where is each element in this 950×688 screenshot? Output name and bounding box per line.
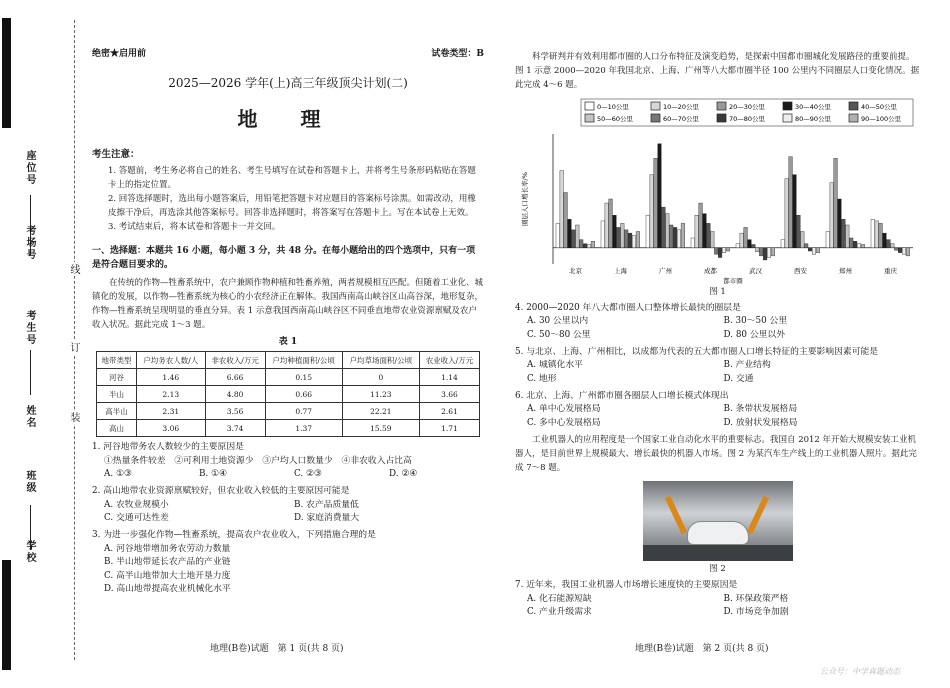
bar bbox=[906, 248, 910, 256]
option-d[interactable]: D. 市场竞争加剧 bbox=[723, 607, 789, 618]
options bbox=[515, 593, 920, 620]
exam-title: 2025—2026 学年(上)高三年级顶尖计划(二) bbox=[168, 75, 408, 90]
legend-swatch bbox=[717, 114, 726, 122]
legend-label: 90—100公里 bbox=[861, 115, 902, 124]
notice-item: 3. 考试结束后，将本试卷和答题卡一并交回。 bbox=[108, 221, 281, 232]
option-d[interactable]: D. 放射状发展格局 bbox=[723, 417, 798, 428]
bar bbox=[887, 240, 891, 248]
robot-arm-left bbox=[664, 496, 686, 535]
bar bbox=[744, 227, 748, 247]
bar bbox=[781, 240, 785, 248]
bar bbox=[722, 248, 726, 253]
bar bbox=[861, 245, 865, 248]
label-class: 班级 bbox=[24, 470, 35, 494]
option-b[interactable]: B. 产业结构 bbox=[723, 360, 771, 371]
table-header: 户均草场面积/公顷 bbox=[342, 352, 419, 369]
question-stem: 1. 河谷地带务农人数较少的主要原因是 bbox=[92, 442, 244, 453]
table-cell: 1.71 bbox=[419, 420, 479, 437]
bar bbox=[894, 248, 898, 250]
bar bbox=[857, 244, 861, 248]
table-row bbox=[97, 403, 480, 420]
bar bbox=[846, 225, 850, 248]
bar bbox=[748, 240, 752, 248]
legend-label: 20—30公里 bbox=[729, 103, 766, 112]
bar bbox=[714, 248, 718, 255]
table-cell: 高山 bbox=[97, 420, 137, 437]
question-stem: 4. 2000—2020 年八大都市圈人口整体增长最快的圈层是 bbox=[515, 302, 741, 313]
figure-1-caption: 图 1 bbox=[709, 287, 726, 298]
table-cell: 高半山 bbox=[97, 403, 137, 420]
bar bbox=[726, 248, 730, 251]
legend-label: 50—60公里 bbox=[597, 115, 634, 124]
bar bbox=[740, 233, 744, 248]
table-cell: 0 bbox=[342, 369, 419, 386]
bar bbox=[632, 236, 636, 248]
legend-label: 30—40公里 bbox=[795, 103, 832, 112]
bar bbox=[624, 230, 628, 248]
x-tick-label: 武汉 bbox=[749, 267, 762, 276]
bar bbox=[871, 219, 875, 247]
bar bbox=[752, 245, 756, 248]
question-6 bbox=[515, 390, 920, 431]
option-c[interactable]: C. 交通可达性差 bbox=[104, 513, 169, 524]
binding-bar-top bbox=[2, 18, 11, 128]
table-row bbox=[97, 369, 480, 386]
option-c[interactable]: C. ②③ bbox=[294, 469, 322, 480]
bar bbox=[812, 248, 816, 255]
option-d[interactable]: D. ②④ bbox=[389, 469, 418, 480]
question-7 bbox=[515, 579, 920, 620]
option-d[interactable]: D. 家庭消费量大 bbox=[294, 513, 360, 524]
bar-chart bbox=[515, 98, 920, 284]
table-cell: 2.13 bbox=[136, 386, 205, 403]
bar bbox=[808, 248, 812, 251]
bar bbox=[711, 232, 715, 248]
legend-swatch bbox=[717, 102, 726, 110]
bar bbox=[556, 223, 560, 247]
label-exam-room: 考场号 bbox=[24, 225, 35, 261]
option-a[interactable]: A. 化石能源短缺 bbox=[527, 593, 592, 604]
question-stem: 7. 近年来，我国工业机器人市场增长速度快的主要原因是 bbox=[515, 580, 738, 591]
option-c[interactable]: C. 50～80 公里 bbox=[527, 330, 591, 341]
option-b[interactable]: B. ①④ bbox=[199, 469, 227, 480]
x-tick-label: 成都 bbox=[704, 267, 717, 276]
option-b[interactable]: B. 条带状发展格局 bbox=[723, 404, 798, 415]
bar bbox=[883, 233, 887, 248]
table-row bbox=[97, 420, 480, 437]
bar bbox=[658, 144, 662, 248]
table-cell: 河谷 bbox=[97, 369, 137, 386]
table-cell: 3.56 bbox=[205, 403, 265, 420]
option-d[interactable]: D. 交通 bbox=[723, 373, 754, 384]
label-name: 姓名 bbox=[24, 405, 35, 429]
table-cell: 1.14 bbox=[419, 369, 479, 386]
legend-label: 80—90公里 bbox=[795, 115, 832, 124]
label-seat-no: 座位号 bbox=[24, 150, 35, 186]
top-line bbox=[92, 48, 484, 62]
cut-mark-xian: 线 bbox=[68, 264, 79, 274]
passage-intro: 在传统的作物—牲畜系统中，农户兼顾作物种植和牲畜养殖，两者规模相互匹配。但随着工业化、城镇化的发展，以作物—牲畜系统为核心的小农经济正在解体。我国西南高山峡谷区山高谷深，地形复杂，作物—牲畜系统呈现明显的垂直分异。表 1 示意我国西南高山峡谷区不同垂直地带农业资源禀赋及农户收入状况。据此完成 1～3 题。 bbox=[92, 277, 484, 330]
legend-swatch bbox=[585, 102, 594, 110]
option-b[interactable]: B. 半山地带延长农产品的产业链 bbox=[104, 557, 231, 568]
table-cell: 22.21 bbox=[342, 403, 419, 420]
question-4 bbox=[515, 302, 920, 343]
question-stem: 3. 为进一步强化作物—牲畜系统，提高农户农业收入，下列措施合理的是 bbox=[92, 529, 376, 540]
legend-label: 40—50公里 bbox=[861, 103, 898, 112]
option-c[interactable]: C. 产业升级需求 bbox=[527, 607, 592, 618]
table-cell: 0.15 bbox=[265, 369, 342, 386]
student-no-line bbox=[30, 350, 31, 395]
bar bbox=[759, 248, 763, 256]
x-tick-label: 上海 bbox=[614, 267, 627, 276]
option-c[interactable]: C. 高半山地带加大土地开垦力度 bbox=[104, 570, 231, 581]
bar bbox=[591, 241, 595, 248]
option-a[interactable]: A. 农牧业规模小 bbox=[104, 499, 169, 510]
table-row bbox=[97, 386, 480, 403]
bar bbox=[669, 225, 673, 248]
table-header: 地带类型 bbox=[97, 352, 137, 369]
x-tick-label: 重庆 bbox=[884, 267, 897, 276]
left-column bbox=[92, 48, 484, 597]
bar bbox=[564, 193, 568, 248]
notice-item: 1. 答题前，考生务必将自己的姓名、考生号填写在试卷和答题卡上，并将考生号条形码粘贴在答题卡上的指定位置。 bbox=[108, 165, 476, 190]
option-b[interactable]: B. 农产品质量低 bbox=[294, 499, 359, 510]
footer-page-2: 地理(B卷)试题 第 2 页(共 8 页) bbox=[635, 644, 769, 654]
chart-figure-1 bbox=[515, 98, 920, 284]
bar bbox=[617, 227, 621, 247]
notice-title: 考生注意： bbox=[92, 148, 140, 160]
bar bbox=[785, 179, 789, 248]
watermark: 公众号：中学真题动态 bbox=[820, 667, 900, 676]
bar bbox=[560, 171, 564, 248]
table-cell: 1.37 bbox=[265, 420, 342, 437]
bar bbox=[771, 248, 775, 256]
bar bbox=[650, 175, 654, 248]
bar bbox=[568, 219, 572, 247]
bar bbox=[849, 238, 853, 248]
y-axis-label: 圈层人口增长率/% bbox=[521, 172, 529, 226]
bar bbox=[707, 223, 711, 247]
option-a[interactable]: A. 河谷地带增加务农劳动力数量 bbox=[104, 543, 231, 554]
right-column bbox=[515, 50, 920, 620]
section-heading: 一、选择题：本题共 16 小题，每小题 3 分，共 48 分。在每小题给出的四个选项中，只有一项是符合题目要求的。 bbox=[92, 245, 476, 271]
bar bbox=[662, 207, 666, 248]
legend-label: 10—20公里 bbox=[663, 103, 700, 112]
question-stem: 2. 高山地带农业资源禀赋较好，但农业收入较低的主要原因可能是 bbox=[92, 486, 350, 497]
bar bbox=[699, 203, 703, 248]
bar bbox=[695, 215, 699, 248]
bar bbox=[804, 244, 808, 248]
data-table bbox=[96, 351, 480, 437]
bar bbox=[842, 219, 846, 247]
option-c[interactable]: C. 多中心发展格局 bbox=[527, 417, 601, 428]
table-header: 农业收入/万元 bbox=[419, 352, 479, 369]
assembly-line bbox=[643, 545, 793, 561]
robot-arm-right bbox=[746, 496, 768, 535]
table-cell: 4.80 bbox=[205, 386, 265, 403]
question-1 bbox=[92, 441, 484, 482]
legend-swatch bbox=[849, 114, 858, 122]
bar bbox=[834, 158, 838, 247]
bar bbox=[830, 183, 834, 248]
table-cell: 2.31 bbox=[136, 403, 205, 420]
legend-swatch bbox=[783, 114, 792, 122]
notice-item: 2. 回答选择题时，选出每小题答案后，用铅笔把答题卡对应题目的答案标号涂黑。如需改动，用橡皮擦干净后，再选涂其他答案标号。回答非选择题时，将答案写在答题卡上。写在本试卷上无效。 bbox=[108, 193, 476, 218]
option-a[interactable]: A. 30 公里以内 bbox=[527, 316, 589, 327]
bar bbox=[902, 248, 906, 255]
bar bbox=[767, 248, 771, 258]
bar bbox=[736, 244, 740, 248]
question-2 bbox=[92, 485, 484, 526]
bar bbox=[572, 230, 576, 248]
x-axis-label: 都市圈 bbox=[723, 277, 743, 285]
notice-block bbox=[92, 148, 484, 234]
car-body bbox=[687, 521, 749, 545]
table-header-row bbox=[97, 352, 480, 369]
table-cell: 0.66 bbox=[265, 386, 342, 403]
binding-bar-bottom bbox=[2, 560, 11, 670]
bar bbox=[677, 230, 681, 248]
bar bbox=[891, 244, 895, 248]
legend-label: 0—10公里 bbox=[597, 103, 629, 112]
table-cell: 3.74 bbox=[205, 420, 265, 437]
bar bbox=[601, 221, 605, 248]
option-a[interactable]: A. 城镇化水平 bbox=[527, 360, 583, 371]
bar bbox=[797, 215, 801, 248]
secret-label: 绝密★启用前 bbox=[92, 49, 147, 59]
options bbox=[515, 403, 920, 430]
bar bbox=[666, 214, 670, 248]
option-d[interactable]: D. 80 公里以外 bbox=[723, 330, 786, 341]
bar bbox=[703, 214, 707, 248]
x-tick-label: 西安 bbox=[794, 267, 807, 276]
legend-swatch bbox=[585, 114, 594, 122]
label-school: 学校 bbox=[24, 540, 35, 564]
option-c[interactable]: C. 地形 bbox=[527, 373, 557, 384]
bar bbox=[826, 232, 830, 248]
bar bbox=[853, 241, 857, 248]
bar bbox=[816, 248, 820, 253]
legend-swatch bbox=[651, 102, 660, 110]
table-header: 户均务农人数/人 bbox=[136, 352, 205, 369]
label-student-no: 考生号 bbox=[24, 310, 35, 346]
table-cell: 15.59 bbox=[342, 420, 419, 437]
bar bbox=[793, 175, 797, 248]
bar bbox=[576, 225, 580, 248]
table-cell: 半山 bbox=[97, 386, 137, 403]
bar bbox=[646, 215, 650, 248]
bar bbox=[673, 227, 677, 247]
bar bbox=[801, 232, 805, 248]
table-header: 非农收入/万元 bbox=[205, 352, 265, 369]
table-cell: 3.06 bbox=[136, 420, 205, 437]
table-cell: 11.23 bbox=[342, 386, 419, 403]
legend-label: 70—80公里 bbox=[729, 115, 766, 124]
bar bbox=[691, 238, 695, 248]
options bbox=[92, 499, 484, 526]
legend-swatch bbox=[651, 114, 660, 122]
bar bbox=[763, 248, 767, 260]
figure-2-caption: 图 2 bbox=[709, 564, 726, 575]
options bbox=[92, 468, 484, 482]
table-cell: 0.77 bbox=[265, 403, 342, 420]
bar bbox=[898, 248, 902, 253]
question-statements: ①热量条件较差 ②可利用土地资源少 ③户均人口数量少 ④非农收入占比高 bbox=[104, 455, 412, 466]
passage-metro: 科学研判并有效利用都市圈的人口分布特征及演变趋势，是探索中国都市圈城化发展路径的重要前提。图 1 示意 2000—2020 年我国北京、上海、广州等八大都市圈半径 100 公里内不同圈层人口变化情况。据此完成 4～6 题。 bbox=[515, 52, 920, 91]
legend-swatch bbox=[783, 102, 792, 110]
binding-margin bbox=[0, 0, 90, 688]
bar bbox=[875, 221, 879, 248]
bar bbox=[583, 244, 587, 248]
x-tick-label: 郑州 bbox=[839, 267, 852, 276]
paper-type: 试卷类型：B bbox=[431, 49, 484, 59]
table-header: 户均种植面积/公顷 bbox=[265, 352, 342, 369]
bar bbox=[838, 199, 842, 248]
bar bbox=[654, 158, 658, 247]
bar bbox=[718, 248, 722, 258]
table-caption: 表 1 bbox=[278, 336, 298, 347]
table-cell: 2.61 bbox=[419, 403, 479, 420]
cut-mark-ding: 订 bbox=[68, 342, 79, 352]
robot-photo bbox=[643, 481, 793, 561]
option-a[interactable]: A. ①③ bbox=[104, 469, 132, 480]
x-tick-label: 北京 bbox=[569, 267, 582, 276]
options bbox=[92, 543, 484, 598]
table-cell: 1.46 bbox=[136, 369, 205, 386]
bar bbox=[609, 199, 613, 248]
bar bbox=[613, 215, 617, 248]
option-a[interactable]: A. 单中心发展格局 bbox=[527, 404, 601, 415]
table-cell: 3.66 bbox=[419, 386, 479, 403]
bar bbox=[605, 203, 609, 248]
bar bbox=[628, 233, 632, 248]
table-cell: 6.66 bbox=[205, 369, 265, 386]
question-stem: 6. 北京、上海、广州都市圈各圈层人口增长模式体现出 bbox=[515, 390, 729, 401]
bar bbox=[756, 248, 760, 252]
bar bbox=[621, 223, 625, 247]
options bbox=[515, 315, 920, 342]
legend-label: 60—70公里 bbox=[663, 115, 700, 124]
option-d[interactable]: D. 高山地带提高农业机械化水平 bbox=[104, 584, 231, 595]
question-5 bbox=[515, 346, 920, 387]
bar bbox=[579, 240, 583, 248]
legend-swatch bbox=[849, 102, 858, 110]
passage-robot: 工业机器人的应用程度是一个国家工业自动化水平的重要标志。我国自 2012 年开始大规模安装工业机器人，是目前世界上规模最大、增长最快的机器人市场。图 2 为某汽车生产线上的工业机器人照片。据此完成 7～8 题。 bbox=[515, 435, 917, 474]
bar bbox=[636, 232, 640, 248]
bar bbox=[789, 157, 793, 248]
subject-title: 地 理 bbox=[237, 106, 339, 131]
bar bbox=[587, 245, 591, 248]
option-b[interactable]: B. 30～50 公里 bbox=[723, 316, 788, 327]
question-3 bbox=[92, 529, 484, 597]
cut-mark-zhuang: 装 bbox=[68, 412, 79, 422]
options bbox=[515, 359, 920, 386]
bar bbox=[681, 223, 685, 247]
bar bbox=[879, 223, 883, 247]
x-tick-label: 广州 bbox=[659, 267, 672, 276]
footer-page-1: 地理(B卷)试题 第 1 页(共 8 页) bbox=[210, 644, 344, 654]
question-stem: 5. 与北京、上海、广州相比，以成都为代表的五大都市圈人口增长特征的主要影响因素可能是 bbox=[515, 346, 879, 357]
option-b[interactable]: B. 环保政策严格 bbox=[723, 593, 789, 604]
